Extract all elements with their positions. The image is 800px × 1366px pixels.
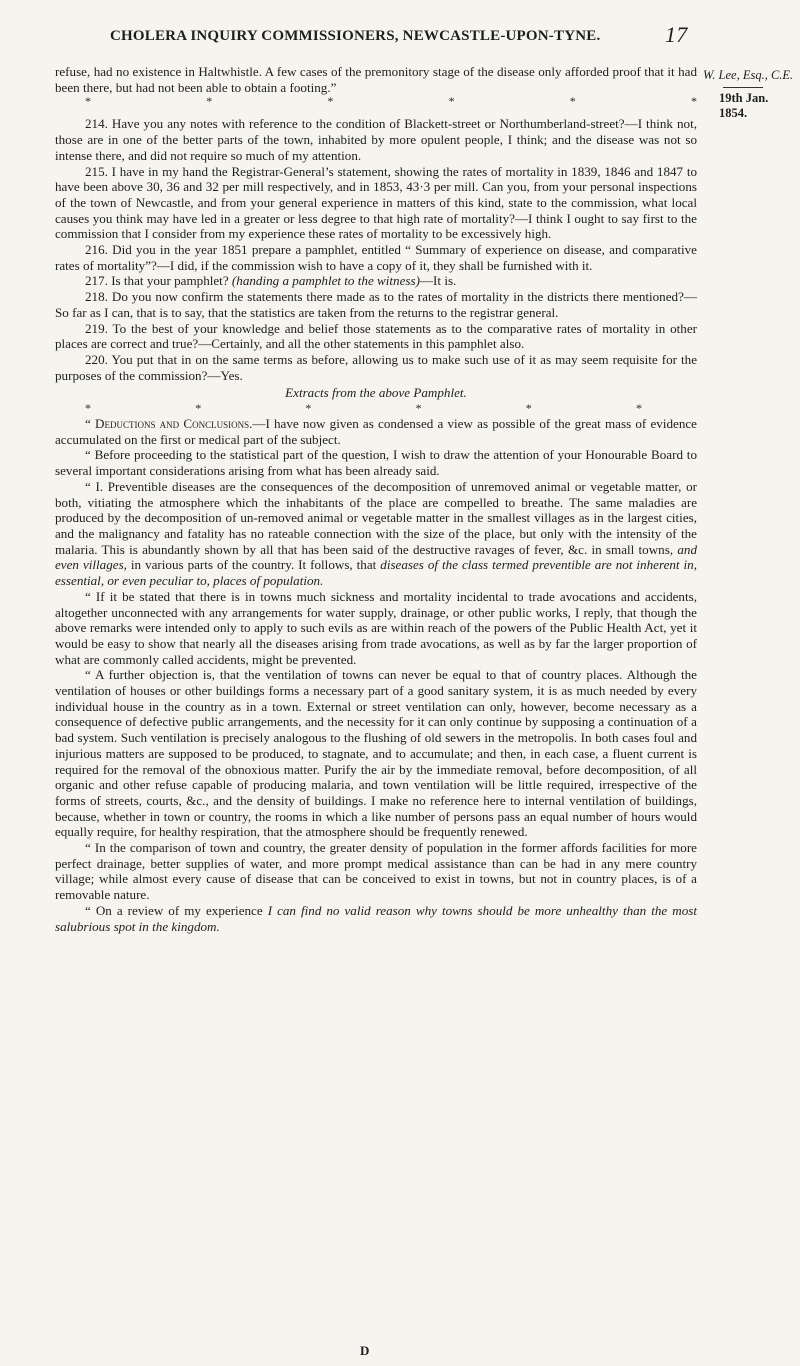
document-body: [55, 64, 697, 934]
testimony-date: 19th Jan. 1854.: [719, 91, 769, 120]
paragraph-preventible-diseases: “ I. Preventible diseases are the consequences of the decomposition of unremoved animal or vegetable matter, or both, vitiating the atmosphere which the inhabitants of the place are compelled to breathe. The same maladies are produced by the decomposition of un-removed animal or vegetable matter in the smallest villages as in the largest cities, and the malignancy and fatality has no rateable connection with the size of the place, but only with the intensity of the malaria. This is abundantly shown by all that has been said of the destructive ravages of fever, &c. in small towns, and even villages, in various parts of the country. It follows, that diseases of the class termed preventible are not inherent in, essential, or even peculiar to, places of population.: [55, 478, 698, 589]
asterism: * * * * * *: [85, 94, 697, 109]
paragraph-ventilation: “ A further objection is, that the ventilation of towns can never be equal to that of country places. Although the ventilation of houses or other buildings forms a necessary part of a good sanitary system, it is as much needed by every individual house in the country as in a town. External or street ventilation can only, however, become necessary as a consequence of defective public arrangements, and the necessity for it can only continue by supposing a continuation of a bad system. Such ventilation is precisely analogous to the flushing of old sewers in the metropolis. In both cases foul and injurious matters are supposed to be produced, to stagnate, and to accumulate; and then, in each case, a fluent current is required for the removal of the obnoxious matter. Purify the air by the immediate removal, before decomposition, of all organic and other refuse capable of producing malaria, and town ventilation will be little required, irrespective of the forms of streets, courts, &c., and the density of buildings. I make no reference here to internal ventilation of buildings, because, whether in town or country, the rooms in which a like number of persons pass an equal number of hours would equally require, for healthy respiration, that the atmosphere should be frequently renewed.: [55, 667, 697, 840]
margin-note: [703, 68, 798, 121]
signature-mark: D: [360, 1343, 370, 1358]
running-header: [110, 22, 688, 47]
question-215: 215. I have in my hand the Registrar-General’s statement, showing the rates of mortality in 1839, 1846 and 1847 to have been above 30, 36 and 32 per mill respectively, and in 1853, 43·3 per mill. Can you, from your personal inspections of the town of Newcastle, and from your general experience in matters of this kind, state to the commission, what local causes you think may have led in a greater or less degree to that high rate of mortality?—I think I ought to say first to the commission that I consider from my experience these rates of mortality to be excessively high.: [55, 163, 697, 242]
asterism: * * * * * *: [85, 401, 642, 416]
question-219: 219. To the best of your knowledge and belief those statements as to the comparative rates of mortality in other places are correct and true?—Certainly, and all the other statements in this pamphlet also.: [55, 320, 697, 352]
question-220: 220. You put that in on the same terms as before, allowing us to make such use of it as may seem requisite for the purposes of the commission?—Yes.: [55, 351, 697, 383]
paragraph-town-country: “ In the comparison of town and country, the greater density of population in the former affords facilities for more perfect drainage, better supplies of water, and more prompt medical assistance than can be had in any mere country village; while almost every cause of disease that can be conceived to exist in towns, but not in country places, is of a removable nature.: [55, 840, 697, 903]
extracts-heading: Extracts from the above Pamphlet.: [285, 385, 467, 401]
question-218: 218. Do you now confirm the statements there made as to the rates of mortality in the districts there mentioned?—So far as I can, that is to say, that the statistics are taken from the returns to the registrar general.: [55, 289, 697, 320]
header-title: CHOLERA INQUIRY COMMISSIONERS, NEWCASTLE-UPON-TYNE.: [110, 28, 601, 44]
deductions-paragraph: “ Deductions and Conclusions.—I have now given as condensed a view as possible of the great mass of evidence accumulated on the first or medical part of the subject.: [55, 416, 697, 447]
question-217: 217. Is that your pamphlet? (handing a pamphlet to the witness)—It is.: [85, 273, 457, 289]
paragraph-continued: refuse, had no existence in Haltwhistle. A few cases of the premonitory stage of the disease only afforded proof that it had been there, but had not been able to obtain a footing.”: [55, 64, 697, 95]
paragraph-before-proceeding: “ Before proceeding to the statistical part of the question, I wish to draw the attention of your Honourable Board to several important considerations arising from what has been already said.: [55, 447, 697, 479]
margin-rule: [723, 87, 763, 88]
paragraph-review: “ On a review of my experience I can find no valid reason why towns should be more unhealthy than the most salubrious spot in the kingdom.: [55, 902, 697, 934]
witness-name: W. Lee, Esq., C.E.: [703, 68, 794, 82]
question-214: 214. Have you any notes with reference to the condition of Blackett-street or Northumberland-street?—I think not, those are in one of the better parts of the town, inhabited by more opulent people, I think; and the disease was not so intense there, and did not require so much of my attention.: [55, 116, 697, 163]
paragraph-trade-avocations: “ If it be stated that there is in towns much sickness and mortality incidental to trade avocations and accidents, altogether unconnected with any arrangements for water supply, drainage, or other public works, I reply, that though the above remarks were intended only to apply to such evils as are within reach of the powers of the Public Health Act, yet it would be easy to show that nearly all the diseases arising from trade avocations, as well as by far the larger proportion of what are commonly called accidents, might be prevented.: [55, 588, 697, 667]
question-216: 216. Did you in the year 1851 prepare a pamphlet, entitled “ Summary of experience on disease, and comparative rates of mortality”?—I did, if the commission wish to have a copy of it, they shall be furnished with it.: [55, 242, 697, 273]
page-number: 17: [665, 22, 688, 47]
